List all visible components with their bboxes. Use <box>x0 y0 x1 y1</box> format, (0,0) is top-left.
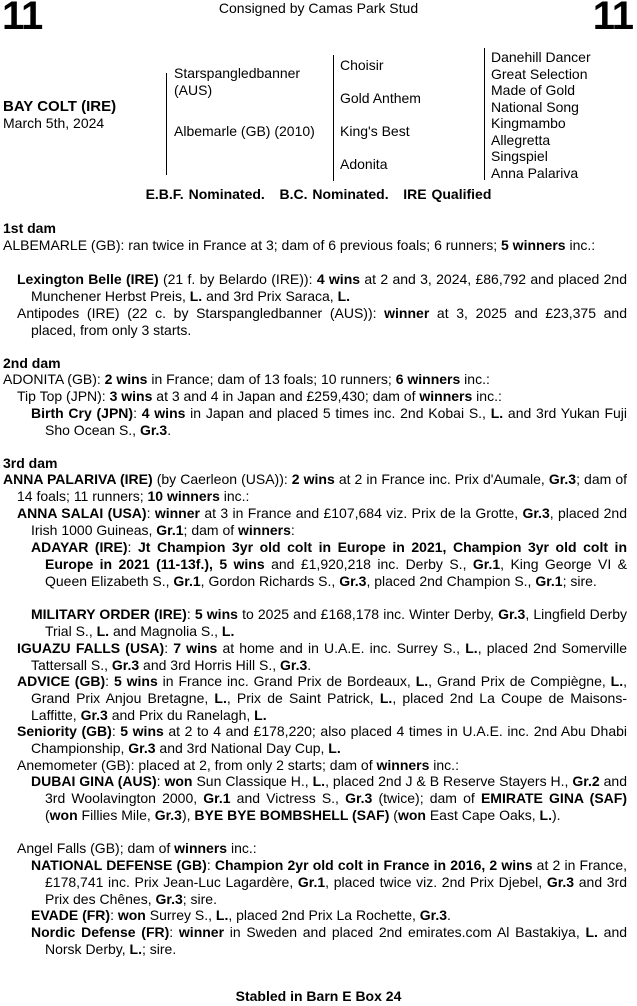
produce-nordic-defense: Nordic Defense (FR): winner in Sweden and placed 2nd emirates.com Al Bastakiya, L. and Norsk Derby, L.; sire. <box>31 924 628 957</box>
produce-birth-cry: Birth Cry (JPN): 4 wins in Japan and placed 5 times inc. 2nd Kobai S., L. and 3rd Yukan Fuji Sho Ocean S., Gr.3. <box>31 405 628 438</box>
produce-angel-falls: Angel Falls (GB); dam of winners inc.: <box>17 840 257 856</box>
pedigree-gen4-3: Made of Gold <box>491 82 576 98</box>
produce-antipodes: Antipodes (IRE) (22 c. by Starspangledbanner (AUS)): winner at 3, 2025 and £23,375 and placed, from only 3 starts. <box>17 305 627 338</box>
pedigree-gen4-2: Great Selection <box>491 66 588 82</box>
produce-anna-salai: ANNA SALAI (USA): winner at 3 in France and £107,684 viz. Prix de la Grotte, Gr.3, placed 2nd Irish 1000 Guineas, Gr.1; dam of winners: <box>17 505 627 538</box>
produce-adayar: ADAYAR (IRE): Jt Champion 3yr old colt in Europe in 2021, Champion 3yr old colt in Europe in 2021 (11-13f.), 5 wins and £1,920,218 inc. Derby S., Gr.1, King George VI & Queen Elizabeth S., Gr.1, Gordon Richards S., Gr.3, placed 2nd Champion S., Gr.1; sire. <box>31 539 628 589</box>
lot-number-right: 11 <box>592 0 633 38</box>
pedigree-gen4-4: National Song <box>491 99 579 115</box>
horse-dob: March 5th, 2024 <box>3 115 105 131</box>
produce-evade: EVADE (FR): won Surrey S., L., placed 2nd Prix La Rochette, Gr.3. <box>31 907 451 923</box>
consignor: Consigned by Camas Park Stud <box>218 0 419 16</box>
pedigree-gen3-2: Gold Anthem <box>340 90 421 106</box>
pedigree-gen4-7: Singspiel <box>491 148 548 164</box>
lot-number-left: 11 <box>2 0 43 38</box>
pedigree-gen3-1: Choisir <box>340 57 384 73</box>
produce-anemometer: Anemometer (GB): placed at 2, from only 2 starts; dam of winners inc.: <box>17 757 459 773</box>
produce-advice: ADVICE (GB): 5 wins in France inc. Grand Prix de Bordeaux, L., Grand Prix de Compiègne, L., Grand Prix Anjou Bretagne, L., Prix de Saint Patrick, L., placed 2nd La Coupe de Maisons-Laffitte, Gr.3 and Prix du Ranelagh, L. <box>17 673 627 723</box>
produce-tip-top: Tip Top (JPN): 3 wins at 3 and 4 in Japan and £259,430; dam of winners inc.: <box>17 388 502 404</box>
pedigree-sire: Starspangledbanner (AUS) <box>174 65 301 98</box>
pedigree-gen3-4: Adonita <box>340 156 388 172</box>
pedigree-gen4-5: Kingmambo <box>491 115 566 131</box>
produce-dubai-gina: DUBAI GINA (AUS): won Sun Classique H., L., placed 2nd J & B Reserve Stayers H., Gr.2 and 3rd Woolavington 2000, Gr.1 and Victress S., Gr.3 (twice); dam of EMIRATE GINA (SAF) (won Fillies Mile, Gr.3), BYE BYE BOMBSHELL (SAF) (won East Cape Oaks, L.). <box>31 773 627 823</box>
produce-military-order: MILITARY ORDER (IRE): 5 wins to 2025 and £168,178 inc. Winter Derby, Gr.3, Lingfield Derby Trial S., L. and Magnolia S., L. <box>31 606 628 639</box>
nominations: E.B.F. Nominated. B.C. Nominated. IRE Qualified <box>145 186 492 202</box>
first-dam-heading: 1st dam <box>3 220 56 236</box>
dam-adonita: ADONITA (GB): 2 wins in France; dam of 13 foals; 10 runners; 6 winners inc.: <box>3 371 490 387</box>
pedigree-bracket-2 <box>333 55 334 181</box>
third-dam-heading: 3rd dam <box>3 455 58 471</box>
dam-anna-palariva: ANNA PALARIVA (IRE) (by Caerleon (USA)): 2 wins at 2 in France inc. Prix d'Aumale, Gr.3; dam of 14 foals; 11 runners; 10 winners inc.: <box>3 471 628 504</box>
pedigree-gen4-6: Allegretta <box>491 132 551 148</box>
dam-albemarle: ALBEMARLE (GB): ran twice in France at 3; dam of 6 previous foals; 6 runners; 5 winners inc.: <box>3 237 596 253</box>
produce-seniority: Seniority (GB): 5 wins at 2 to 4 and £178,220; also placed 4 times in U.A.E. inc. 2nd Abu Dhabi Championship, Gr.3 and 3rd National Day Cup, L. <box>17 723 628 756</box>
produce-lexington-belle: Lexington Belle (IRE) (21 f. by Belardo (IRE)): 4 wins at 2 and 3, 2024, £86,792 and placed 2nd Munchener Herbst Preis, L. and 3rd Prix Saraca, L. <box>17 271 627 304</box>
stabling-info: Stabled in Barn E Box 24 <box>235 988 402 1004</box>
pedigree-dam: Albemarle (GB) (2010) <box>174 123 315 139</box>
produce-iguazu-falls: IGUAZU FALLS (USA): 7 wins at home and in U.A.E. inc. Surrey S., L., placed 2nd Somerville Tattersall S., Gr.3 and 3rd Horris Hill S., Gr.3. <box>17 640 628 673</box>
pedigree-bracket-1 <box>166 73 167 175</box>
horse-name: BAY COLT (IRE) <box>3 98 117 115</box>
pedigree-gen3-3: King's Best <box>340 123 410 139</box>
produce-national-defense: NATIONAL DEFENSE (GB): Champion 2yr old colt in France in 2016, 2 wins at 2 in France, £178,741 inc. Prix Jean-Luc Lagardère, Gr.1, placed twice viz. 2nd Prix Djebel, Gr.3 and 3rd Prix des Chênes, Gr.3; sire. <box>31 857 628 907</box>
pedigree-gen4-8: Anna Palariva <box>491 165 579 181</box>
pedigree-bracket-3 <box>484 48 485 180</box>
second-dam-heading: 2nd dam <box>3 355 61 371</box>
pedigree-gen4-1: Danehill Dancer <box>491 49 591 65</box>
